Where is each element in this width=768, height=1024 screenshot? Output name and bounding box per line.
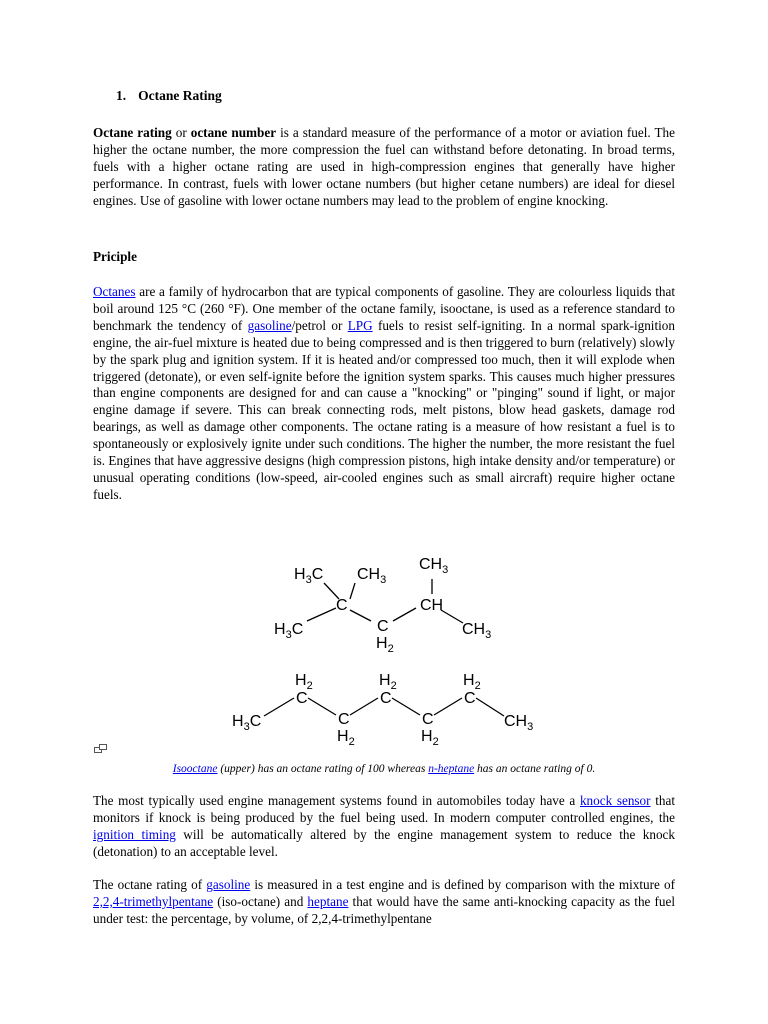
isooctane-atom-h3c-left-top: $H_3C$ [294,566,324,586]
link-gasoline[interactable]: gasoline [247,317,292,333]
heptane-atom-h2: $H_2$ [463,672,481,692]
figure-caption [0,761,768,778]
section-heading [116,88,222,105]
link-knock-sensor[interactable]: knock sensor [579,793,651,808]
para3-text-1: The most typically used engine management systems found in automobiles today have a [93,793,580,808]
para4-text-3: (iso-octane) and [213,893,308,909]
measurement-paragraph [93,877,675,928]
bond [350,610,371,621]
para3-text-2: that monitors if knock is being produced by the fuel being used. In modern computer controlled engines, the [93,793,675,825]
para4-text-4: that would have the same anti-knocking capacity as the fuel under test: the percentage, by volume, of 2,2,4-trimethylpentane [93,893,675,926]
heptane-atom-h2: $H_2$ [295,672,313,692]
intro-text: is a standard measure of the performance of a motor or aviation fuel. The higher the octane number, the more compression the fuel can withstand before detonating. In broad terms, fuels with a higher octane rating are used in high-compression engines that generally have higher performance. In contrast, fuels with lower octane numbers (but higher cetane numbers) are ideal for diesel engines. Use of gasoline with lower octane numbers may lead to the problem of engine knocking. [93,125,675,208]
principle-text-2: /petrol or [291,317,348,333]
isooctane-atom-c-quaternary: C [336,597,348,614]
heptane-atom-ch3: $CH_3$ [504,713,534,733]
caption-text-2: has an octane rating of 0. [474,763,596,775]
image-placeholder-icon [94,744,108,754]
link-heptane[interactable]: heptane [307,893,349,909]
isooctane-structure [274,556,491,655]
chemical-structures-figure [226,548,556,748]
heptane-atom-h2: $H_2$ [337,728,355,748]
link-lpg[interactable]: LPG [347,317,373,333]
bond [350,698,378,715]
isooctane-atom-ch: CH [420,597,444,614]
intro-paragraph [93,125,675,210]
link-n-heptane[interactable]: n-heptane [428,763,475,775]
isooctane-atom-h2: $H_2$ [376,635,394,655]
bond [441,610,463,623]
heptane-atom-c: C [464,690,476,707]
link-ignition-timing[interactable]: ignition timing [93,826,176,842]
para4-text-2: is measured in a test engine and is defined by comparison with the mixture of [250,877,675,892]
intro-or: or [171,125,191,140]
link-trimethylpentane[interactable]: 2,2,4-trimethylpentane [93,893,214,909]
principle-heading: Priciple [93,249,137,264]
bond [434,698,462,715]
isooctane-atom-ch3-mid: $CH_3$ [357,566,387,586]
isooctane-atom-ch3-top: $CH_3$ [419,556,449,576]
heptane-atom-h2: $H_2$ [421,728,439,748]
link-octanes[interactable]: Octanes [93,284,136,299]
principle-text-1: are a family of hydrocarbon that are typical components of gasoline. They are colourless liquids that boil around 125 °C (260 °F). One member of the octane family, isooctane, is used as a reference standard to benchmark the tendency of [93,284,675,333]
n-heptane-structure [232,672,533,748]
heptane-atom-c: C [338,711,350,728]
section-title: Octane Rating [138,88,222,103]
caption-text-1: (upper) has an octane rating of 100 whereas [217,763,429,775]
bond [350,583,355,599]
section-number: 1. [116,88,127,103]
bond [476,698,504,716]
link-gasoline-2[interactable]: gasoline [206,877,251,892]
isooctane-atom-ch3-right: $CH_3$ [462,621,492,641]
para3-text-3: will be automatically altered by the engine management system to reduce the knock (detonation) to an acceptable level. [93,826,675,859]
para4-text-1: The octane rating of [93,877,207,892]
bond [264,698,294,716]
link-isooctane[interactable]: Isooctane [172,763,218,775]
heptane-atom-h3c: $H_3C$ [232,713,262,733]
bond [308,698,336,715]
term-octane-rating: Octane rating [93,125,172,140]
bond [393,608,416,621]
term-octane-number: octane number [190,125,277,140]
heptane-atom-c: C [422,711,434,728]
isooctane-atom-c-methylene: C [377,618,389,635]
principle-text-3: fuels to resist self-igniting. In a normal spark-ignition engine, the air-fuel mixture is heated due to being compressed and is then triggered to burn (relatively) slowly by the spark plug and ignition system. If it is heated and/or compressed too much, then it will explode when triggered (detonate), or even self-ignite before the ignition system sparks. This causes much higher pressures than engine components are designed for and can cause a "knocking" or "pinging" sound if light, or major engine damage if severe. This can break connecting rods, melt pistons, blow head gaskets, damage rod bearings, as well as damage other components. The octane rating is a measure of how resistant a fuel is to spontaneously or explosively ignite under such conditions. The higher the number, the more resistant the fuel is. Engines that have aggressive designs (high compression pistons, high intake density and/or temperature) or unusual operating conditions (low-speed, air-cooled engines such as small aircraft) require higher octane fuels. [93,317,675,502]
bond [307,608,336,621]
heptane-atom-c: C [380,690,392,707]
knock-sensor-paragraph [93,793,675,861]
isooctane-atom-h3c-left-bottom: $H_3C$ [274,621,304,641]
bond [392,698,420,715]
heptane-atom-c: C [296,690,308,707]
principle-paragraph [93,284,675,504]
heptane-atom-h2: $H_2$ [379,672,397,692]
